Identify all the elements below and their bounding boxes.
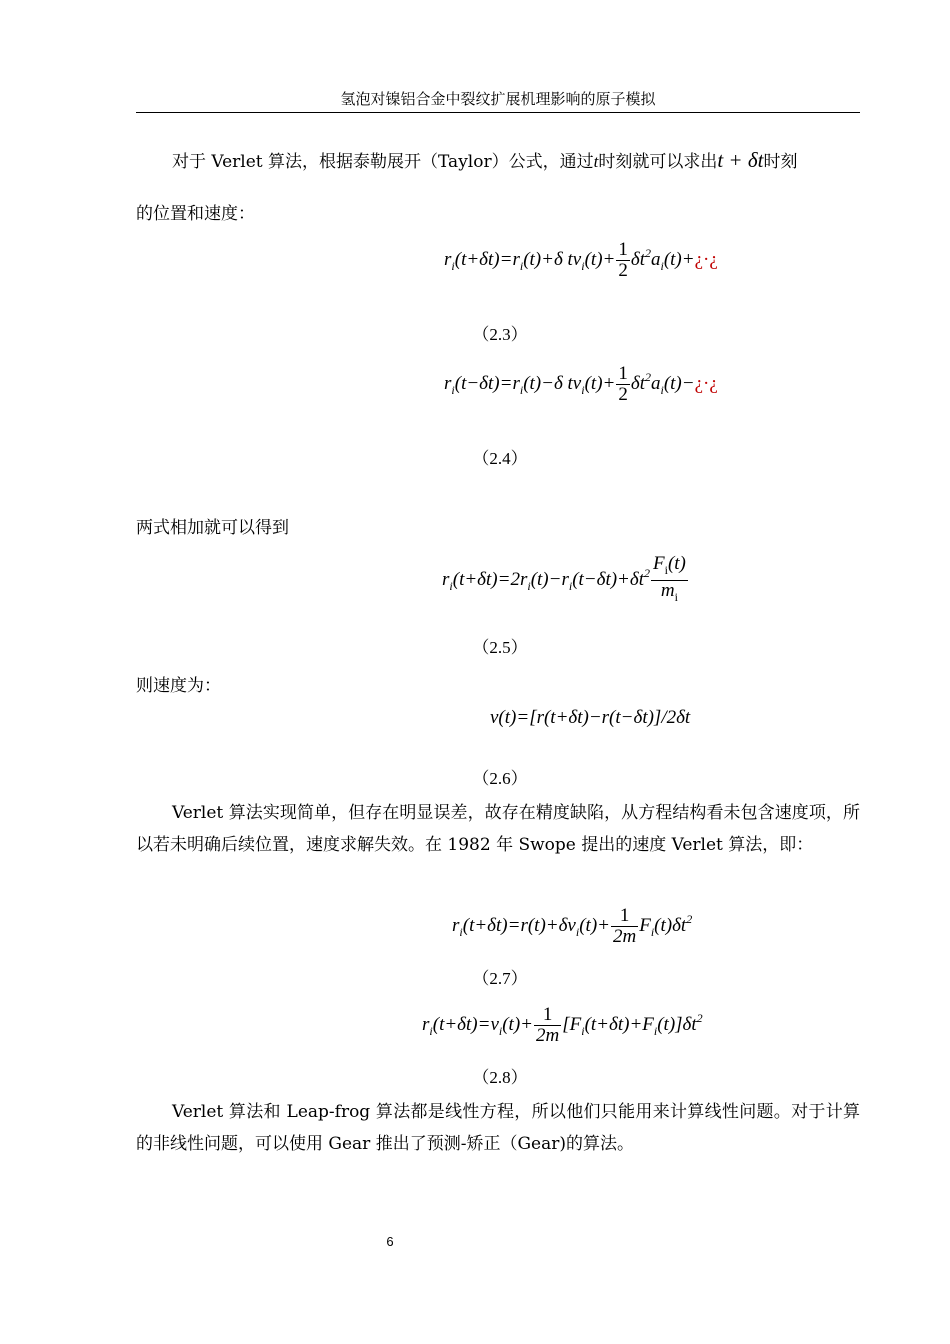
equation-number-2-5: （2.5） [472, 638, 528, 657]
equation-number-2-3: （2.3） [472, 325, 528, 344]
variable-t-plus-dt: t + δt [717, 148, 764, 172]
page-number: 6 [386, 1234, 394, 1249]
variable-t: t [593, 152, 599, 171]
equation-number-2-6: （2.6） [472, 769, 528, 788]
rendering-artifact: ¿·¿ [694, 372, 718, 394]
equation-number-2-4: （2.4） [472, 449, 528, 468]
paragraph-leapfrog-gear: Verlet 算法和 Leap-frog 算法都是线性方程，所以他们只能用来计算线性问题。对于计算的非线性问题，可以使用 Gear 推出了预测-矫正（Gear)的算法。 [136, 1102, 860, 1154]
equation-number-2-8: （2.8） [472, 1068, 528, 1087]
paragraph-velocity: 则速度为： [136, 676, 221, 696]
equation-2-8: $r_i(t+\delta t)=v_i(t)+$ $\frac{1}{2m}$ $[F_i(t+\delta t)+F_i(t)]\delta t^2$ [422, 1004, 703, 1046]
equation-2-5: $r_i(t+\delta t)=2r_i(t)-r_i(t-\delta t)+\delta t^2$ $\frac{F_i(t)}{m_i}$ [442, 553, 686, 604]
paragraph-verlet-error: Verlet 算法实现简单，但存在明显误差，故存在精度缺陷，从方程结构看未包含速度项，所以若未明确后续位置，速度求解失效。在 1982 年 Swope 提出的速度 Verlet 算法，即： [136, 803, 860, 855]
equation-2-4: $r_i(t-\delta t)=r_i(t)-\delta$ $tv_i(t)+$ $\frac{1}{2}$ $\delta t^2a_i(t)-¿\cdot¿$ [444, 363, 718, 405]
paragraph-verlet-intro: 对于 Verlet 算法，根据泰勒展开（Taylor）公式，通过t时刻就可以求出t + δt时刻 [172, 148, 798, 172]
rendering-artifact: ¿·¿ [694, 248, 718, 270]
running-header: 氢泡对镍铝合金中裂纹扩展机理影响的原子模拟 [136, 88, 860, 113]
paragraph-position-velocity: 的位置和速度： [136, 204, 255, 224]
paragraph-sum: 两式相加就可以得到 [136, 518, 289, 538]
equation-2-6: v(t)=[r(t+δt)−r(t−δt)]/2δt [490, 707, 691, 728]
equation-2-7: $r_i(t+\delta t)=r(t)+\delta v_i(t)+$ $\frac{1}{2m}$ $F_i(t)\delta t^2$ [452, 905, 693, 947]
equation-number-2-7: （2.7） [472, 969, 528, 988]
equation-2-3: $r_i(t+\delta t)=r_i(t)+\delta$ $tv_i(t)+$ $\frac{1}{2}$ $\delta t^2a_i(t)+¿\cdot¿$ [444, 239, 718, 281]
